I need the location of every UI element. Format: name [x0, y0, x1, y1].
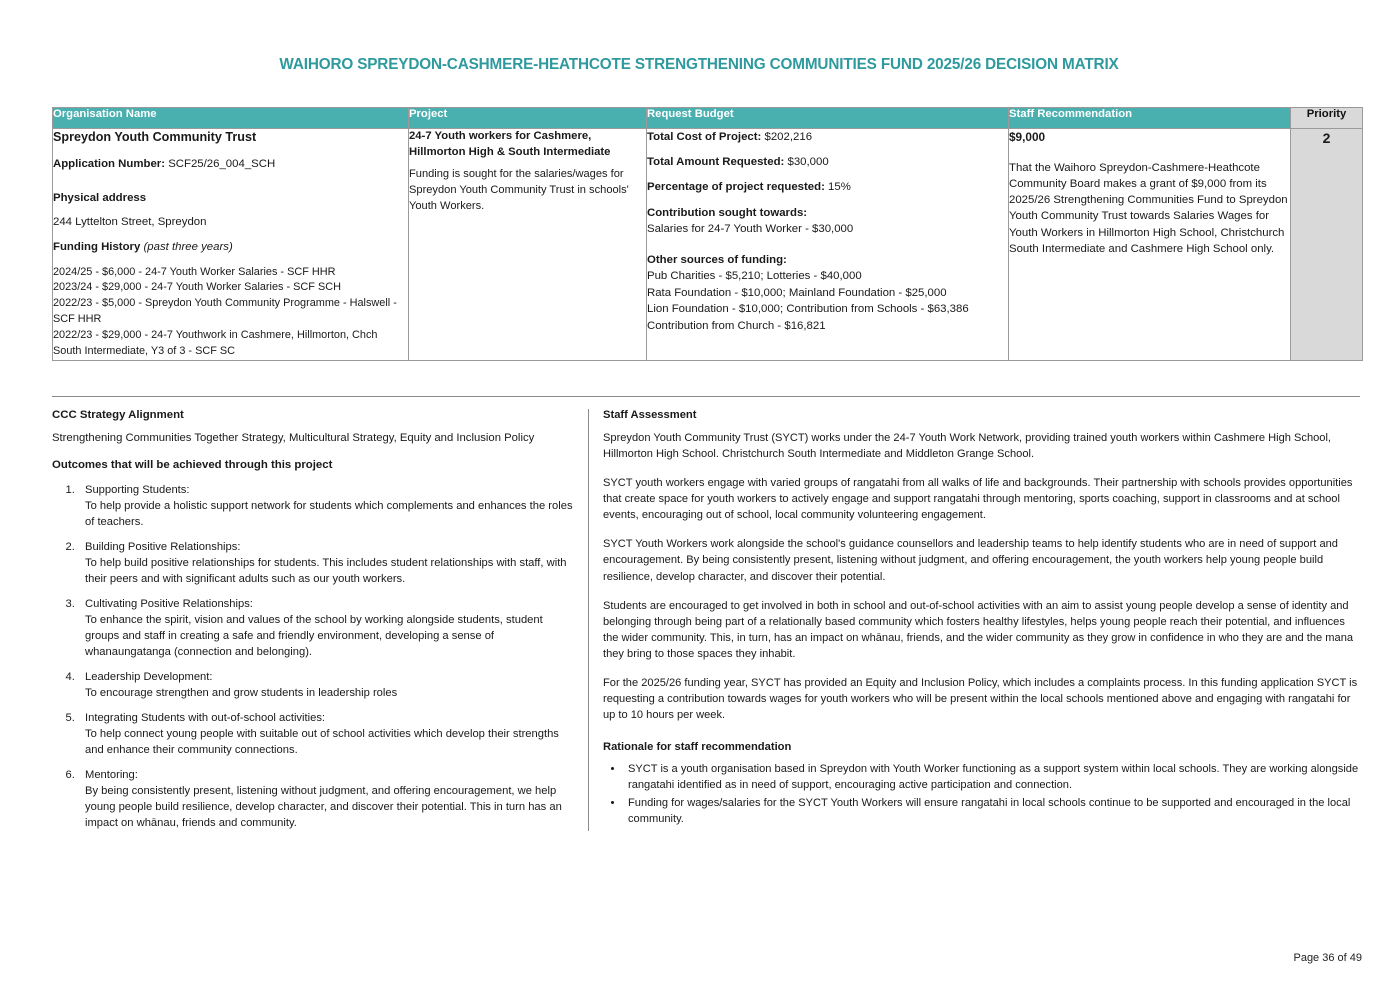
cell-project	[409, 129, 647, 361]
outcome-heading: 1. Supporting Students:	[85, 483, 190, 496]
assessment-paragraph: Students are encouraged to get involved in both in school and out-of-school activities with an aim to assist young people develop a sense of identity and belonging through being part of a relationally based community which fosters healthy lifestyles, helps young people reach their potential, and influences the wider community. This, in turn, has an impact on whānau, friends, and the wider community as they grow in confidence in who they are and the mana they bring to those spaces they inhabit.	[603, 599, 1354, 660]
list-item	[78, 539, 574, 587]
staff-assessment-column	[588, 409, 1360, 831]
list-item	[78, 710, 574, 758]
outcome-heading: 6. Mentoring:	[85, 769, 138, 782]
assessment-paragraph: SYCT youth workers engage with varied groups of rangatahi from all walks of life and backgrounds. Their partnership with schools provides opportunities that create space for youth workers to actively engage and support rangatahi through mentoring, sports coaching, support in classrooms and at school events, encouraging out of school, local community volunteering engagement.	[603, 477, 1353, 522]
column-header-staff-recommendation: Staff Recommendation	[1009, 108, 1291, 129]
other-sources-block	[647, 252, 1008, 335]
column-header-project: Project	[409, 108, 647, 129]
other-sources-item: Contribution from Church - $16,821	[647, 319, 826, 332]
detail-section	[52, 396, 1360, 831]
funding-history-heading	[53, 239, 408, 255]
other-sources-item: Pub Charities - $5,210; Lotteries - $40,000	[647, 270, 862, 283]
rationale-list	[603, 761, 1360, 827]
total-cost-label: Total Cost of Project:	[647, 131, 762, 143]
total-requested-value: $30,000	[787, 156, 829, 169]
page-title: WAIHORO SPREYDON-CASHMERE-HEATHCOTE STRENGTHENING COMMUNITIES FUND 2025/26 DECISION MATRIX	[279, 56, 1119, 73]
contribution-value: Salaries for 24-7 Youth Worker - $30,000	[647, 223, 854, 236]
table-header-row	[53, 108, 1363, 129]
cell-staff-recommendation	[1009, 129, 1291, 361]
outcome-body: To help connect young people with suitable out of school activities which develop their strengths and enhance their community connections.	[85, 728, 559, 757]
total-cost-value: $202,216	[764, 131, 813, 143]
spacer	[1009, 146, 1290, 160]
outcomes-title: Outcomes that will be achieved through this project	[52, 458, 333, 471]
total-requested-row	[647, 154, 1008, 170]
contribution-label: Contribution sought towards:	[647, 206, 808, 219]
contribution-block	[647, 205, 1008, 238]
percentage-row	[647, 179, 1008, 195]
spacer	[647, 238, 1008, 252]
project-description: Funding is sought for the salaries/wages for Spreydon Youth Community Trust in schools' Youth Workers.	[409, 168, 629, 212]
strategy-alignment-text: Strengthening Communities Together Strategy, Multicultural Strategy, Equity and Inclusion Policy	[52, 432, 535, 444]
recommended-amount: $9,000	[1009, 130, 1046, 144]
other-sources-item: Lion Foundation - $10,000; Contribution from Schools - $63,386	[647, 303, 969, 316]
funding-history-item: 2022/23 - $5,000 - Spreydon Youth Community Programme - Halswell - SCF HHR	[53, 297, 397, 326]
column-header-request-budget: Request Budget	[647, 108, 1009, 129]
outcome-body: By being consistently present, listening without judgment, and offering encouragement, we help young people build resilience, develop character, and discover their potential. This in turn has an impact on whānau, friends and community.	[85, 785, 562, 830]
funding-history-item: 2022/23 - $29,000 - 24-7 Youthwork in Cashmere, Hillmorton, Chch South Intermediate, Y3 of 3 - SCF SC	[53, 328, 378, 357]
physical-address-value: 244 Lyttelton Street, Spreydon	[53, 216, 207, 229]
column-header-organisation: Organisation Name	[53, 108, 409, 129]
list-item: • SYCT is a youth organisation based in Spreydon with Youth Worker functioning as a support system within local schools. They are working alongside rangatahi identified as in need of support, encouraging active participation and connection.	[624, 761, 1360, 793]
list-item: • Funding for wages/salaries for the SYCT Youth Workers will ensure rangatahi in local schools continue to be supported and encouraged in the local community.	[624, 795, 1360, 827]
project-title: 24-7 Youth workers for Cashmere, Hillmorton High & South Intermediate	[409, 130, 611, 158]
cell-priority: 2	[1291, 129, 1363, 361]
outcomes-list	[52, 482, 574, 831]
other-sources-item: Rata Foundation - $10,000; Mainland Foundation - $25,000	[647, 286, 947, 299]
table-row	[53, 129, 1363, 361]
strategy-alignment-title: CCC Strategy Alignment	[52, 409, 184, 421]
cell-request-budget	[647, 129, 1009, 361]
outcome-body: To enhance the spirit, vision and values of the school by working alongside students, student groups and staff in creating a safe and friendly environment, developing a sense of whanaungatanga (connection and belonging).	[85, 613, 543, 658]
total-requested-label: Total Amount Requested:	[647, 156, 785, 169]
list-item	[78, 669, 574, 701]
strategy-alignment-column	[52, 409, 588, 831]
percentage-value: 15%	[828, 181, 851, 194]
physical-address-label: Physical address	[53, 192, 147, 205]
column-header-priority: Priority	[1291, 108, 1363, 129]
decision-matrix-table	[52, 107, 1363, 361]
other-sources-label: Other sources of funding:	[647, 253, 787, 266]
percentage-label: Percentage of project requested:	[647, 181, 825, 194]
organisation-name: Spreydon Youth Community Trust	[53, 130, 257, 144]
funding-history-label: Funding History	[53, 241, 141, 254]
recommendation-text: That the Waihoro Spreydon-Cashmere-Heathcote Community Board makes a grant of $9,000 from its 2025/26 Strengthening Communities Fund to Spreydon Youth Community Trust towards Salaries Wages for Youth Workers in Hillmorton High School, Christchurch South Intermediate and Cashmere High School only.	[1009, 161, 1288, 255]
cell-organisation	[53, 129, 409, 361]
funding-history-item: 2023/24 - $29,000 - 24-7 Youth Worker Salaries - SCF SCH	[53, 281, 341, 294]
assessment-paragraph: For the 2025/26 funding year, SYCT has provided an Equity and Inclusion Policy, which includes a complaints process. In this funding application SYCT is requesting a contribution towards wages for youth workers who will be present within the local schools mentioned above and engaging with rangatahi for up to 10 hours per week.	[603, 676, 1358, 722]
outcome-body: To help provide a holistic support network for students which complements and enhances the roles of teachers.	[85, 499, 573, 528]
outcome-heading: 3. Cultivating Positive Relationships:	[85, 597, 253, 610]
assessment-paragraph: Spreydon Youth Community Trust (SYCT) works under the 24-7 Youth Work Network, providing trained youth workers within Cashmere High School, Hillmorton High School. Christchurch South Intermediate and Middleton Grange School.	[603, 432, 1332, 461]
application-number-value: SCF25/26_004_SCH	[168, 157, 276, 170]
total-cost-row	[647, 129, 1008, 145]
list-item	[78, 767, 574, 831]
application-number	[53, 156, 408, 172]
list-item	[78, 482, 574, 530]
funding-history-list	[53, 265, 408, 360]
rationale-title: Rationale for staff recommendation	[603, 741, 792, 754]
outcome-heading: 4. Leadership Development:	[85, 670, 213, 683]
outcome-heading: 2. Building Positive Relationships:	[85, 540, 241, 553]
outcome-body: To encourage strengthen and grow students in leadership roles	[85, 686, 398, 699]
application-number-label: Application Number:	[53, 157, 166, 170]
outcome-heading: 5. Integrating Students with out-of-school activities:	[85, 712, 326, 724]
funding-history-note: (past three years)	[143, 241, 233, 254]
assessment-paragraph: SYCT Youth Workers work alongside the school's guidance counsellors and leadership teams to help identify students who are in need of support and encouragement. By being consistently present, listening without judgment, and offering encouragement, the youth workers help young people build resilience, develop character, and discover their potential.	[603, 538, 1338, 583]
page-footer: Page 36 of 49	[1293, 952, 1362, 964]
funding-history-item: 2024/25 - $6,000 - 24-7 Youth Worker Salaries - SCF HHR	[53, 265, 336, 278]
list-item	[78, 596, 574, 660]
spacer	[53, 181, 408, 190]
outcome-body: To help build positive relationships for students. This includes student relationships with staff, with their peers and with significant adults such as our youth workers.	[85, 556, 567, 585]
staff-assessment-title: Staff Assessment	[603, 409, 697, 421]
